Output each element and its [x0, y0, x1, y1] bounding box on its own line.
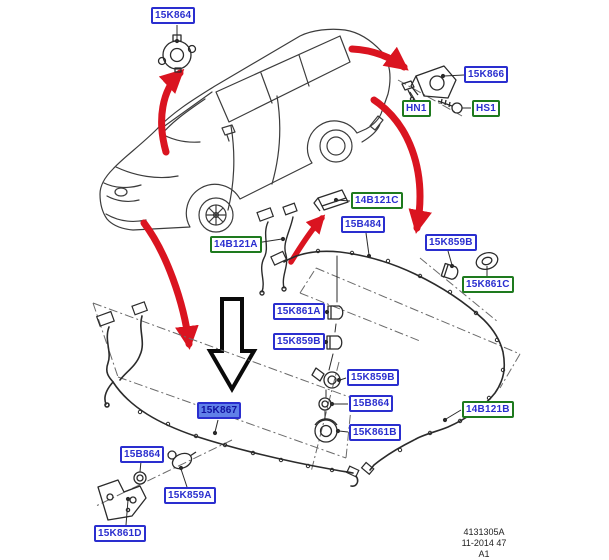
part-label-14B121C[interactable]: 14B121C	[351, 192, 403, 209]
drawing-date-code: 11-2014 47	[461, 538, 507, 548]
part-label-15K861A[interactable]: 15K861A	[273, 303, 325, 320]
harness-clips	[138, 410, 333, 471]
part-label-15K859B-right[interactable]: 15K859B	[425, 234, 477, 251]
sensor-part-15K859B-center	[312, 368, 340, 388]
grommet-part-15B864-left	[134, 472, 146, 484]
push-nut-part-HN1	[402, 81, 414, 101]
red-curved-arrow	[291, 218, 322, 262]
red-curved-arrow	[144, 223, 189, 344]
vehicle-illustration	[100, 29, 390, 232]
bumper-phantom-lines	[93, 80, 520, 506]
part-label-15K859B-mid[interactable]: 15K859B	[273, 333, 325, 350]
part-label-15K861B[interactable]: 15K861B	[349, 424, 401, 441]
part-label-15K866[interactable]: 15K866	[464, 66, 508, 83]
screw-part-HS1	[438, 99, 462, 113]
part-label-15K861C[interactable]: 15K861C	[462, 276, 514, 293]
part-label-15K864[interactable]: 15K864	[151, 7, 195, 24]
red-curved-arrow	[352, 49, 404, 67]
clip-part-15K861A	[328, 306, 343, 319]
hardware-label-HS1[interactable]: HS1	[472, 100, 500, 117]
part-label-15B864-left[interactable]: 15B864	[120, 446, 164, 463]
part-label-15K867-selected[interactable]: 15K867	[197, 402, 241, 419]
hollow-down-arrow	[210, 299, 254, 389]
hardware-label-HN1[interactable]: HN1	[402, 100, 431, 117]
drawing-info-block	[434, 527, 534, 560]
part-label-15K859A[interactable]: 15K859A	[164, 487, 216, 504]
part-label-15K859B-center[interactable]: 15K859B	[347, 369, 399, 386]
part-label-14B121A[interactable]: 14B121A	[210, 236, 262, 253]
part-label-14B121B[interactable]: 14B121B	[462, 401, 514, 418]
drawing-sheet: A1	[478, 549, 490, 559]
connector-pigtail-drawing	[257, 203, 297, 295]
drawing-number: 4131305A	[463, 527, 505, 537]
bracket-part-15K861D	[98, 480, 146, 520]
clip-part-15K859B-mid	[327, 336, 342, 349]
rear-sensor-bracket-part	[411, 66, 456, 98]
grommet-part-15B864-center	[319, 398, 331, 410]
part-label-15K861D[interactable]: 15K861D	[94, 525, 146, 542]
part-label-15B864-center[interactable]: 15B864	[349, 395, 393, 412]
part-label-15B484[interactable]: 15B484	[341, 216, 385, 233]
retainer-part-15K861B	[315, 419, 337, 442]
